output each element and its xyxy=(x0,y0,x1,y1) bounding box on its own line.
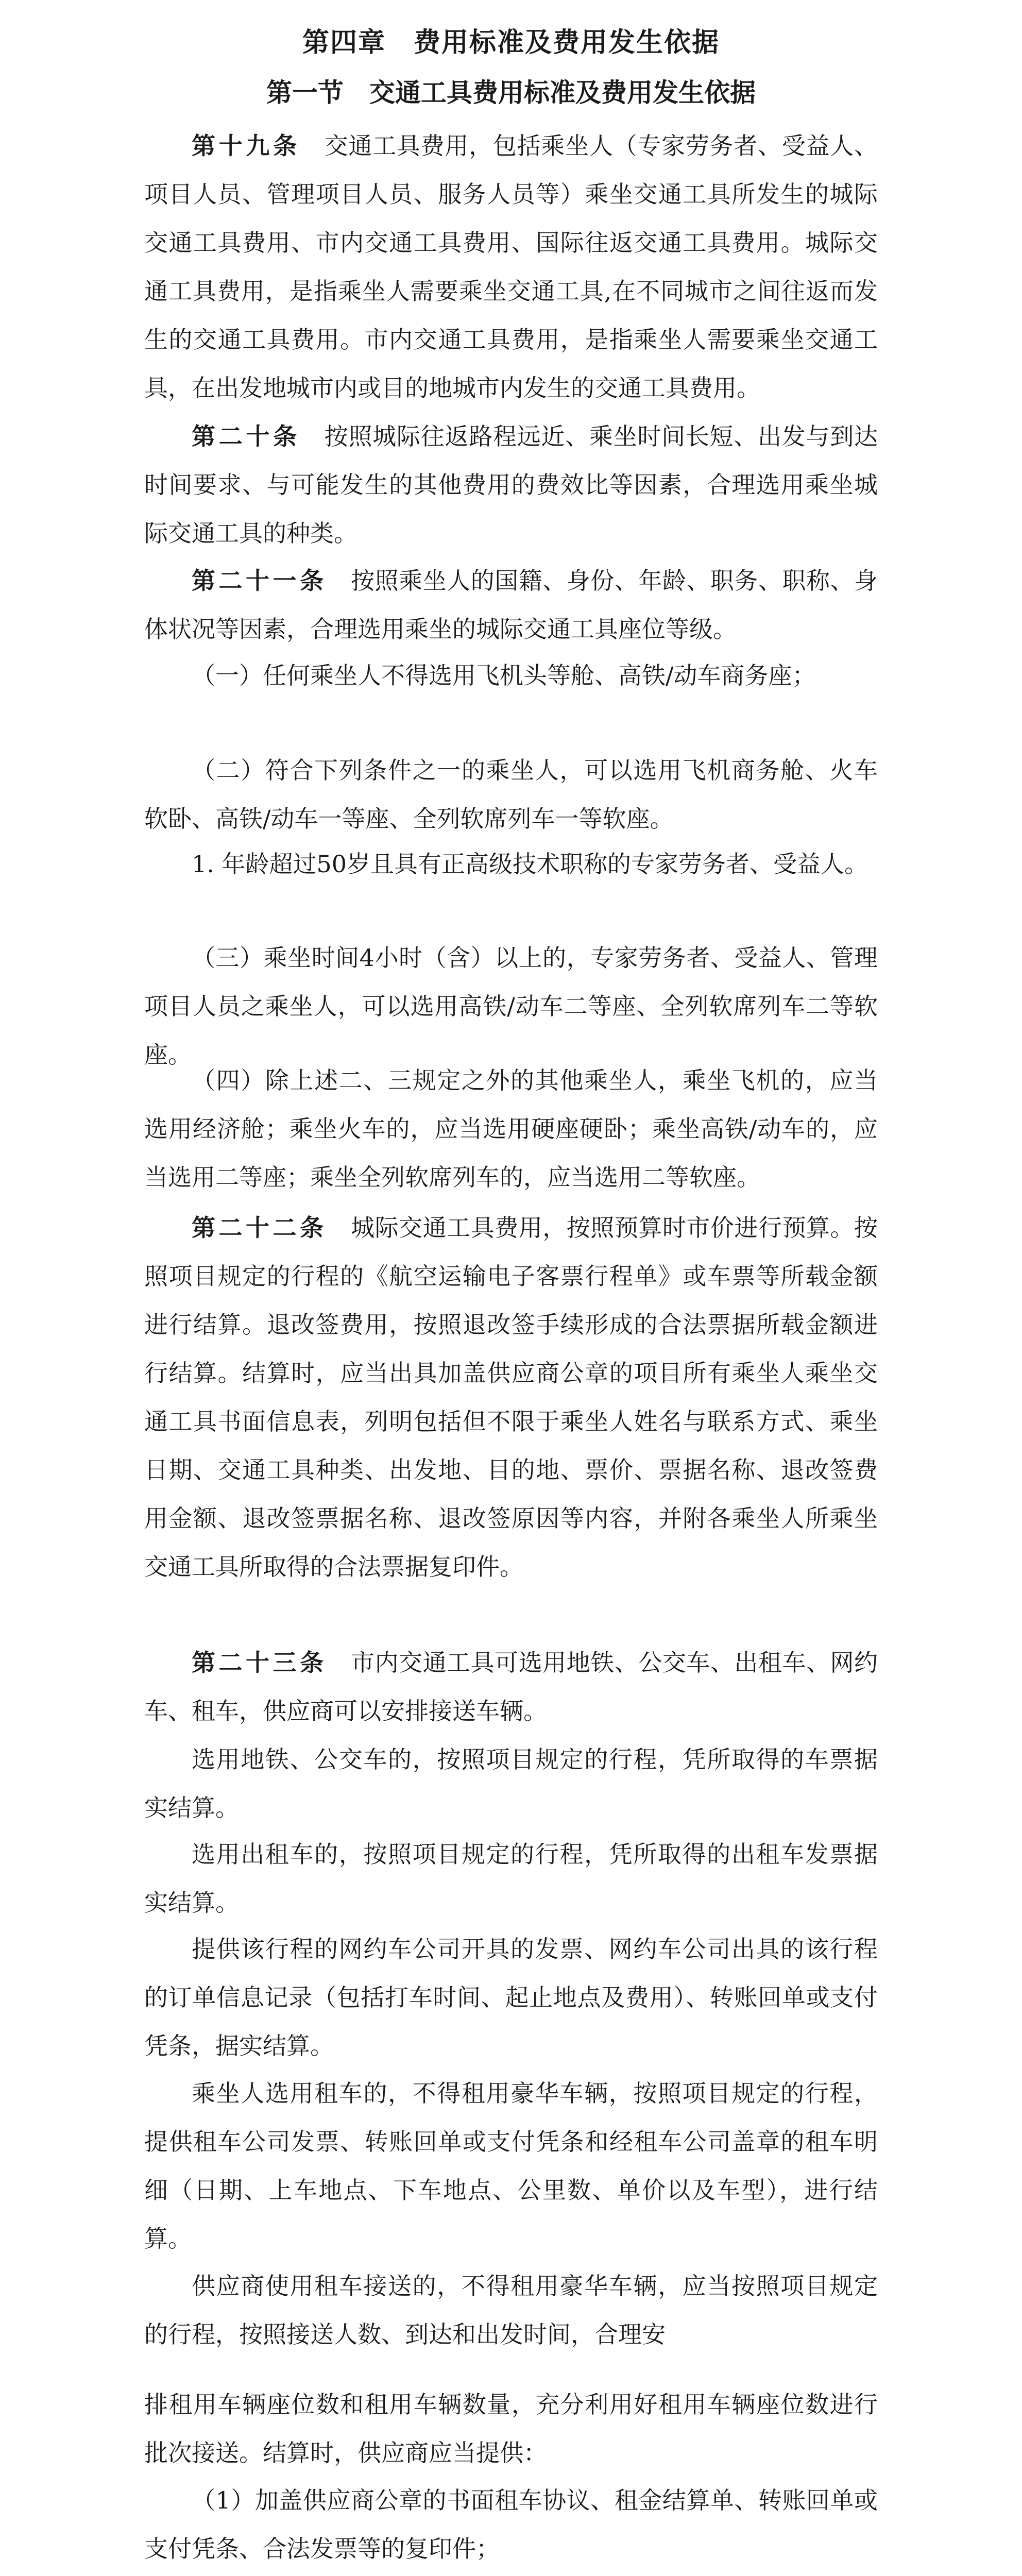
article-number: 第二十一条 xyxy=(192,567,327,595)
clause-paragraph: 乘坐人选用租车的，不得租用豪华车辆，按照项目规定的行程，提供租车公司发票、转账回单或支付凭条和经租车公司盖章的租车明细（日期、上车地点、下车地点、公里数、单价以及车型），进行结算。 xyxy=(144,2079,878,2252)
article-number: 第二十二条 xyxy=(192,1214,327,1242)
clause-paragraph: 排租用车辆座位数和租用车辆数量，充分利用好租用车辆座位数进行批次接送。结算时，供应商应当提供： xyxy=(144,2391,878,2467)
clause-paragraph: （一）任何乘坐人不得选用飞机头等舱、高铁/动车商务座； xyxy=(192,662,816,689)
article-number: 第二十条 xyxy=(192,422,300,450)
clause-paragraph: 1. 年龄超过50岁且具有正高级技术职称的专家劳务者、受益人。 xyxy=(192,850,868,878)
clause-paragraph: 提供该行程的网约车公司开具的发票、网约车公司出具的该行程的订单信息记录（包括打车时间、起止地点及费用）、转账回单或支付凭条，据实结算。 xyxy=(144,1935,878,2060)
article-22-paragraph: 第二十二条 城际交通工具费用，按照预算时市价进行预算。按照项目规定的行程的《航空运输电子客票行程单》或车票等所载金额进行结算。退改签费用，按照退改签手续形成的合法票据所载金额进行结算。结算时，应当出具加盖供应商公章的项目所有乘坐人乘坐交通工具书面信息表，列明包括但不限于乘坐人姓名与联系方式、乘坐日期、交通工具种类、出发地、目的地、票价、票据名称、退改签费用金额、退改签票据名称、退改签原因等内容，并附各乘坐人所乘坐交通工具所取得的合法票据复印件。 xyxy=(144,1214,878,1581)
article-number: 第十九条 xyxy=(192,132,300,160)
article-23-paragraph: 第二十三条 市内交通工具可选用地铁、公交车、出租车、网约车、租车，供应商可以安排接送车辆。 xyxy=(144,1649,878,1725)
clause-paragraph: 供应商使用租车接送的，不得租用豪华车辆，应当按照项目规定的行程，按照接送人数、到达和出发时间，合理安 xyxy=(144,2272,878,2348)
clause-paragraph: 选用出租车的，按照项目规定的行程，凭所取得的出租车发票据实结算。 xyxy=(144,1840,878,1917)
section-title: 第一节 交通工具费用标准及费用发生依据 xyxy=(266,77,756,108)
clause-paragraph: 选用地铁、公交车的，按照项目规定的行程，凭所取得的车票据实结算。 xyxy=(144,1745,878,1822)
clause-paragraph: （1）加盖供应商公章的书面租车协议、租金结算单、转账回单或支付凭条、合法发票等的复印件； xyxy=(144,2486,878,2563)
clause-paragraph: （二）符合下列条件之一的乘坐人，可以选用飞机商务舱、火车软卧、高铁/动车一等座、全列软席列车一等软座。 xyxy=(144,756,878,833)
clause-paragraph: （三）乘坐时间4小时（含）以上的，专家劳务者、受益人、管理项目人员之乘坐人，可以选用高铁/动车二等座、全列软席列车二等软座。 xyxy=(144,944,878,1069)
article-21-paragraph: 第二十一条 按照乘坐人的国籍、身份、年龄、职务、职称、身体状况等因素，合理选用乘坐的城际交通工具座位等级。 xyxy=(144,567,878,643)
article-number: 第二十三条 xyxy=(192,1649,327,1676)
clause-paragraph: （四）除上述二、三规定之外的其他乘坐人，乘坐飞机的，应当选用经济舱；乘坐火车的，应当选用硬座硬卧；乘坐高铁/动车的，应当选用二等座；乘坐全列软席列车的，应当选用二等软座。 xyxy=(144,1066,878,1191)
article-19-paragraph: 第十九条 交通工具费用，包括乘坐人（专家劳务者、受益人、项目人员、管理项目人员、服务人员等）乘坐交通工具所发生的城际交通工具费用、市内交通工具费用、国际往返交通工具费用。城际交通工具费用，是指乘坐人需要乘坐交通工具,在不同城市之间往返而发生的交通工具费用。市内交通工具费用，是指乘坐人需要乘坐交通工具，在出发地城市内或目的地城市内发生的交通工具费用。 xyxy=(144,132,878,402)
article-20-paragraph: 第二十条 按照城际往返路程远近、乘坐时间长短、出发与到达时间要求、与可能发生的其他费用的费效比等因素，合理选用乘坐城际交通工具的种类。 xyxy=(144,422,878,547)
chapter-title: 第四章 费用标准及费用发生依据 xyxy=(302,27,720,58)
clause-paragraph xyxy=(144,2571,878,2576)
